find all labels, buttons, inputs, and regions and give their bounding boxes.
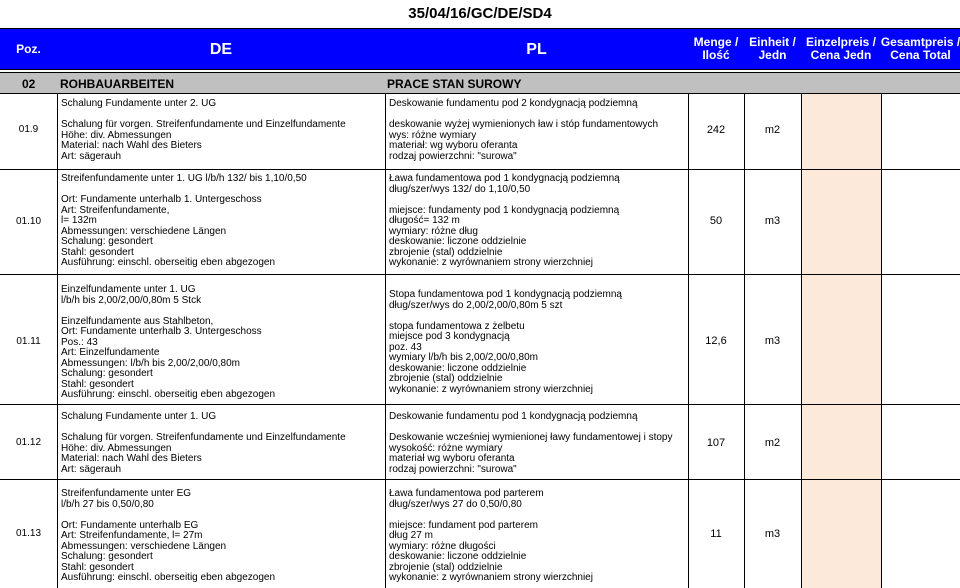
row-description-de: Einzelfundamente unter 1. UG l/b/h bis 2,00/2,00/0,80m 5 Stck Einzelfundamente aus Stahlbeton, Ort: Fundamente unterhalb 3. Untergeschoss Pos.: 43 Art: Einzelfundamente Abmessungen: l/b/h bis 2,00/2,00/0,80m Schalung: gesondert Stahl: gesondert Ausführung: einschl. oberseitig eben abgezogen: [61, 284, 276, 400]
row-position: 01.13: [15, 528, 42, 539]
header-quantity: Menge / Ilość: [693, 35, 739, 62]
row-quantity: 50: [709, 215, 723, 227]
table-header: [0, 28, 960, 70]
header-pos: Poz.: [16, 41, 41, 56]
row-position: 01.12: [15, 437, 42, 448]
row-description-pl: Ława fundamentowa pod parterem dług/szer/wys 27 do 0,50/0,80 miejsce: fundament pod parterem dług 27 m wymiary: różne długości deskowanie: liczone oddzielnie zbrojenie (stal) oddzielnie wykonanie: z wyrównaniem strony wierzchniej: [389, 488, 593, 583]
row-description-de: Schalung Fundamente unter 2. UG Schalung für vorgen. Streifenfundamente und Einzelfundamente Höhe: div. Abmessungen Material: nach Wahl des Bieters Art: sägerauh: [61, 98, 346, 162]
row-description-pl: Deskowanie fundamentu pod 2 kondygnacją podziemną deskowanie wyżej wymienionych ław i stóp fundamentowych wys: różne wymiary materiał: wg wyboru oferanta rodzaj powierzchni: "surowa": [389, 98, 659, 162]
row-position: 01.11: [16, 336, 41, 347]
row-position: 01.9: [18, 124, 39, 135]
row-description-de: Schalung Fundamente unter 1. UG Schalung für vorgen. Streifenfundamente und Einzelfundamente Höhe: div. Abmessungen Material: nach Wahl des Bieters Art: sägerauh: [61, 411, 346, 475]
row-unit: m2: [764, 437, 781, 449]
header-de: DE: [209, 40, 233, 58]
row-quantity: 242: [706, 124, 726, 136]
row-quantity: 11: [710, 528, 722, 540]
header-pl: PL: [526, 40, 547, 58]
section-title-pl: PRACE STAN SUROWY: [387, 77, 522, 91]
row-position: 01.10: [15, 216, 42, 227]
header-unit-price: Einzelpreis / Cena Jedn: [805, 35, 877, 62]
section-code: 02: [22, 77, 36, 91]
row-unit: m3: [764, 335, 781, 347]
row-unit: m3: [764, 215, 781, 227]
header-unit: Einheit / Jedn: [749, 35, 796, 62]
section-title-de: ROHBAUARBEITEN: [60, 77, 174, 91]
row-description-pl: Ława fundamentowa pod 1 kondygnacją podziemną dług/szer/wys 132/ do 1,10/0,50 miejsce: fundamenty pod 1 kondygnacją podziemną długość= 132 m wymiary: różne dług deskowanie: liczone oddzielnie zbrojenie (stal) oddzielnie wykonanie: z wyrównaniem strony wierzchniej: [389, 173, 620, 268]
row-description-de: Streifenfundamente unter EG l/b/h 27 bis 0,50/0,80 Ort: Fundamente unterhalb EG Art: Streifenfundamente, l= 27m Abmessungen: verschiedene Längen Schalung: gesondert Stahl: gesondert Ausführung: einschl. oberseitig eben abgezogen: [61, 488, 276, 583]
document-title: 35/04/16/GC/DE/SD4: [408, 5, 552, 22]
row-unit: m3: [764, 528, 781, 540]
row-description-pl: Stopa fundamentowa pod 1 kondygnacją podziemną dług/szer/wys do 2,00/2,00/0,80m 5 szt stopa fundamentowa z żelbetu miejsce pod 3 kondygnacją poz. 43 wymiary l/b/h bis 2,00/2,00/0,80m deskowanie: liczone oddzielnie zbrojenie (stal) oddzielnie wykonanie: z wyrównaniem strony wierzchniej: [389, 289, 622, 395]
row-quantity: 107: [706, 437, 726, 449]
section-row: [0, 72, 960, 94]
row-description-pl: Deskowanie fundamentu pod 1 kondygnacją podziemną Deskowanie wcześniej wymienionej ławy fundamentowej i stopy wysokość: różne wymiary materiał wg wyboru oferanta rodzaj powierzchni: "surowa": [389, 411, 673, 475]
row-description-de: Streifenfundamente unter 1. UG l/b/h 132/ bis 1,10/0,50 Ort: Fundamente unterhalb 1. Untergeschoss Art: Streifenfundamente, l= 132m Abmessungen: verschiedene Längen Schalung: gesondert Stahl: gesondert Ausführung: einschl. oberseitig eben abgezogen: [61, 173, 307, 268]
row-quantity: 12,6: [705, 335, 727, 347]
header-total-price: Gesamtpreis / Cena Total: [880, 35, 960, 62]
row-unit: m2: [764, 124, 781, 136]
